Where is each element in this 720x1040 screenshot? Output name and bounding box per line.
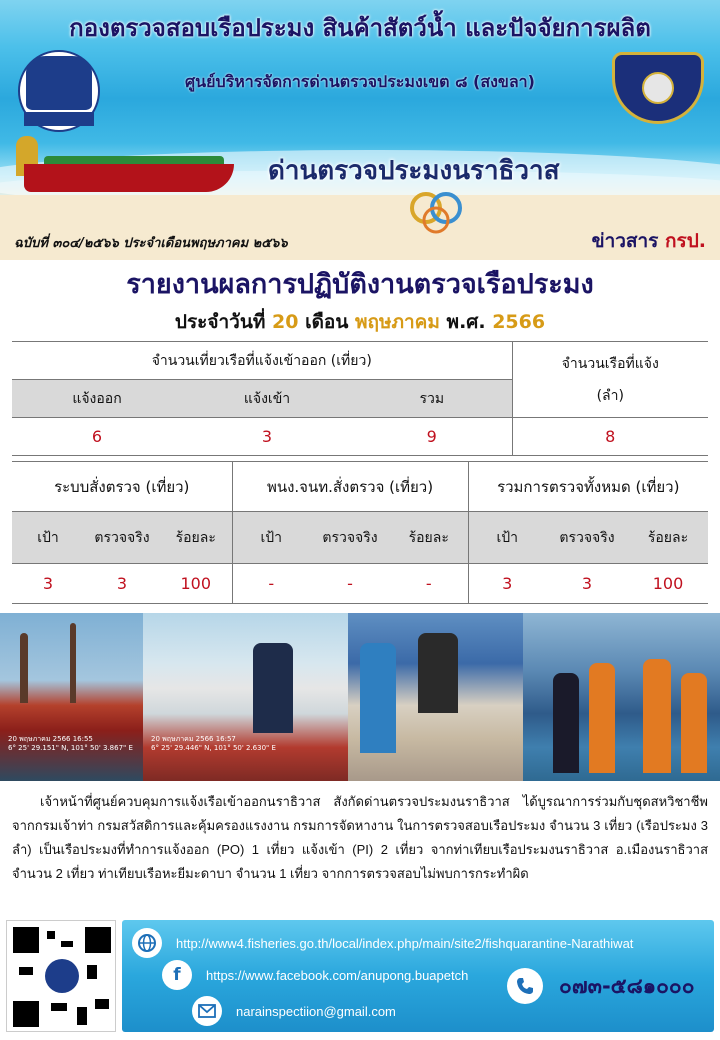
inspection-table [12, 461, 708, 604]
report-date [0, 307, 720, 337]
mail-icon [192, 996, 222, 1026]
photo-fishing-boat [0, 613, 143, 781]
val-boats: 8 [512, 418, 708, 456]
facebook-icon: f [162, 960, 192, 990]
date-year: 2566 [492, 311, 546, 333]
date-day: 20 [272, 311, 299, 333]
col-actual: ตรวจจริง [84, 512, 160, 564]
news-label-text: ข่าวสาร [591, 230, 659, 252]
phone-row[interactable] [507, 968, 695, 1004]
facebook-row[interactable] [162, 960, 468, 990]
email-row[interactable] [192, 996, 396, 1026]
val-in: 3 [182, 418, 352, 456]
col-target: เป้า [12, 512, 84, 564]
phone-number[interactable]: ๐๗๓-๕๘๑๐๐๐ [559, 973, 695, 998]
website-row[interactable] [132, 928, 633, 958]
col-actual: ตรวจจริง [310, 512, 390, 564]
phone-icon [507, 968, 543, 1004]
kolae-boat-illustration [14, 130, 244, 200]
system-target: 3 [12, 564, 84, 604]
report-title: รายงานผลการปฏิบัติงานตรวจเรือประมง [126, 269, 594, 300]
globe-icon [132, 928, 162, 958]
col-percent: ร้อยละ [160, 512, 232, 564]
group-title-total: รวมการตรวจทั้งหมด (เที่ยว) [468, 462, 708, 512]
col-percent: ร้อยละ [390, 512, 468, 564]
issue-number: ฉบับที่ ๓๐๔/๒๕๖๖ ประจำเดือนพฤษภาคม ๒๕๖๖ [14, 236, 288, 251]
total-actual: 3 [546, 564, 628, 604]
col-in-header: แจ้งเข้า [182, 380, 352, 418]
station-name: ด่านตรวจประมงนราธิวาส [268, 156, 560, 186]
total-percent: 100 [628, 564, 708, 604]
photo-caption: 20 พฤษภาคม 2566 16:55 6° 25' 29.151" N, 101° 50' 3.867" E [8, 735, 133, 752]
photo-net-inspection [143, 613, 348, 781]
report-body: เจ้าหน้าที่ศูนย์ควบคุมการแจ้งเรือเข้าออกนราธิวาส สังกัดด่านตรวจประมงนราธิวาส ได้บูรณาการร่วมกับชุดสหวิชาชีพ จากกรมเจ้าท่า กรมสวัสดิการและคุ้มครองแรงงาน กรมการจัดหางาน ในการตรวจสอบเรือประมง จำนวน 3 เที่ยว (เรือประมง 3 ลำ) เป็นเรือประมงที่ทำการแจ้งออก (PO) 1 เที่ยว แจ้งเข้า (PI) 2 เที่ยว จากท่าเทียบเรือประมงนราธิวาส อ.เมืองนราธิวาส จำนวน 2 เที่ยว ท่าเทียบเรือหะยีมะดาบา จำนวน 1 เที่ยว จากการตรวจสอบไม่พบการกระทำผิด [12, 794, 708, 881]
photo-catch-inspection [348, 613, 523, 781]
website-link[interactable]: http://www4.fisheries.go.th/local/index.php/main/site2/fishquarantine-Narathiwat [176, 935, 634, 951]
date-month: พฤษภาคม [354, 311, 440, 333]
header-title: กองตรวจสอบเรือประมง สินค้าสัตว์น้ำ และปัจจัยการผลิต [69, 14, 651, 42]
knot-logo-icon [398, 186, 478, 236]
total-target: 3 [468, 564, 546, 604]
val-total: 9 [352, 418, 512, 456]
photo-crew-group [523, 613, 720, 781]
col-percent: ร้อยละ [628, 512, 708, 564]
facebook-link[interactable]: https://www.facebook.com/anupong.buapetch [206, 967, 469, 983]
email-link[interactable]: narainspectiion@gmail.com [236, 1003, 396, 1019]
system-percent: 100 [160, 564, 232, 604]
news-label [592, 226, 706, 256]
date-month-word: เดือน [305, 311, 349, 333]
qr-code[interactable] [6, 920, 116, 1032]
col-total-header: รวม [352, 380, 512, 418]
group-title-officer: พนง.จนท.สั่งตรวจ (เที่ยว) [232, 462, 468, 512]
contact-footer [122, 920, 714, 1032]
col-out-header: แจ้งออก [12, 380, 182, 418]
col-target: เป้า [232, 512, 310, 564]
header-banner [0, 0, 720, 260]
photo-caption: 20 พฤษภาคม 2566 16:57 6° 25' 29.446" N, 101° 50' 2.630" E [151, 735, 276, 752]
boats-header [512, 342, 708, 418]
officer-target: - [232, 564, 310, 604]
date-year-prefix: พ.ศ. [446, 311, 486, 333]
trips-header: จำนวนเที่ยวเรือที่แจ้งเข้าออก (เที่ยว) [12, 342, 512, 380]
date-prefix: ประจำวันที่ [174, 311, 266, 333]
col-target: เป้า [468, 512, 546, 564]
boats-header-line2: (ลำ) [596, 387, 624, 404]
col-actual: ตรวจจริง [546, 512, 628, 564]
news-abbr: กรป. [665, 230, 706, 252]
val-out: 6 [12, 418, 182, 456]
header-subtitle: ศูนย์บริหารจัดการด่านตรวจประมงเขต ๘ (สงขลา) [185, 72, 535, 91]
officer-percent: - [390, 564, 468, 604]
system-actual: 3 [84, 564, 160, 604]
boats-header-line1: จำนวนเรือที่แจ้ง [561, 355, 659, 372]
group-title-system: ระบบสั่งตรวจ (เที่ยว) [12, 462, 232, 512]
photo-strip [0, 613, 720, 781]
officer-actual: - [310, 564, 390, 604]
trips-table [12, 341, 708, 456]
